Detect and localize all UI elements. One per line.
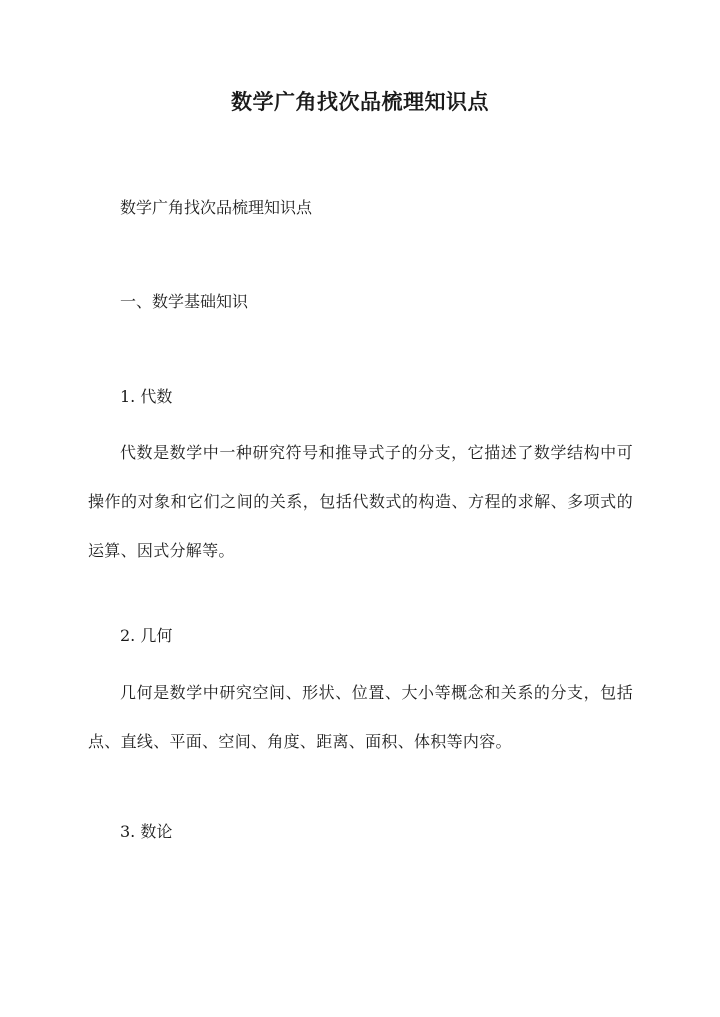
subsection-heading-geometry: 2. 几何 bbox=[120, 626, 173, 645]
section-heading: 一、数学基础知识 bbox=[120, 292, 249, 311]
paragraph-geometry: 几何是数学中研究空间、形状、位置、大小等概念和关系的分支，包括点、直线、平面、空间、角度、距离、面积、体积等内容。 bbox=[88, 683, 633, 751]
subsection-heading-number-theory: 3. 数论 bbox=[120, 822, 173, 841]
subsection-heading-algebra: 1. 代数 bbox=[120, 387, 173, 406]
document-subtitle: 数学广角找次品梳理知识点 bbox=[120, 198, 313, 217]
document-title: 数学广角找次品梳理知识点 bbox=[231, 89, 489, 114]
paragraph-algebra: 代数是数学中一种研究符号和推导式子的分支，它描述了数学结构中可操作的对象和它们之间的关系，包括代数式的构造、方程的求解、多项式的运算、因式分解等。 bbox=[88, 443, 633, 560]
